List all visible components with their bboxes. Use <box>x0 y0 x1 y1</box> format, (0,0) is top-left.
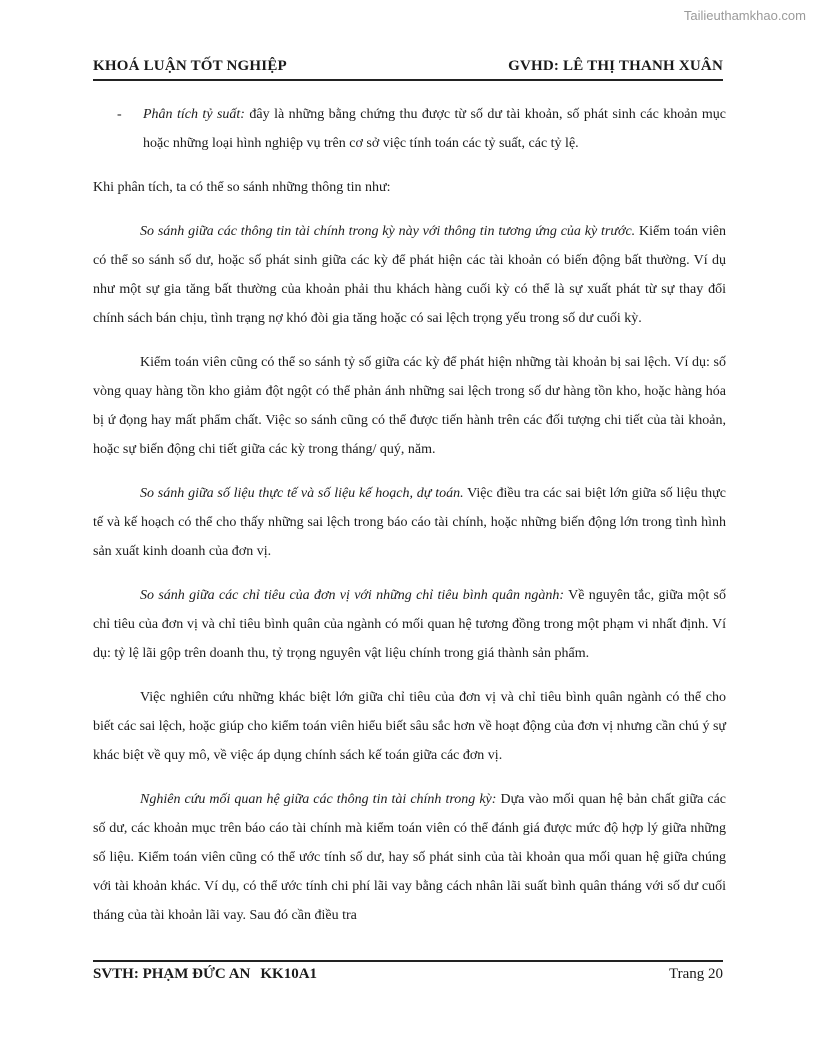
paragraph-3-body: Việc điều tra các sai biệt lớn giữa số liệu thực tế và kế hoạch có thể cho thấy những sai lệch trong báo cáo tài chính, hoặc những biến động lớn trong tình hình sản xuất kinh doanh của đơn vị. <box>93 486 726 559</box>
paragraph-6-lead: Nghiên cứu mối quan hệ giữa các thông tin tài chính trong kỳ: <box>140 792 497 807</box>
bullet-body: đây là những bằng chứng thu được từ số dư tài khoản, số phát sinh các khoản mục hoặc những loại hình nghiệp vụ trên cơ sở việc tính toán các tỷ suất, các tỷ lệ. <box>143 107 726 151</box>
paragraph-1-lead: So sánh giữa các thông tin tài chính trong kỳ này với thông tin tương ứng của kỳ trước. <box>140 224 636 239</box>
footer-student-name: SVTH: PHẠM ĐỨC AN <box>93 966 251 982</box>
page-header <box>93 58 723 81</box>
bullet-lead: Phân tích tỷ suất: <box>143 107 245 122</box>
page-footer <box>93 960 723 983</box>
paragraph-6 <box>93 785 726 930</box>
footer-class: KK10A1 <box>260 966 318 982</box>
watermark: Tailieuthamkhao.com <box>683 8 806 23</box>
intro-paragraph: Khi phân tích, ta có thể so sánh những thông tin như: <box>93 180 391 195</box>
paragraph-6-body: Dựa vào mối quan hệ bản chất giữa các số dư, các khoản mục trên báo cáo tài chính mà kiểm toán viên có thể đánh giá được mức độ hợp lý giữa những số liệu. Kiểm toán viên cũng có thể ước tính số dư, hay số phát sinh của tài khoản qua mối quan hệ giữa chúng với tài khoản khác. Ví dụ, có thể ước tính chi phí lãi vay bằng cách nhân lãi suất bình quân tháng với số dư cuối tháng của tài khoản lãi vay. Sau đó cần điều tra <box>93 792 726 923</box>
paragraph-4-lead: So sánh giữa các chỉ tiêu của đơn vị với những chỉ tiêu bình quân ngành: <box>140 588 565 603</box>
paragraph-3-lead: So sánh giữa số liệu thực tế và số liệu kế hoạch, dự toán. <box>140 486 464 501</box>
paragraph-1 <box>93 217 726 333</box>
header-title: KHOÁ LUẬN TỐT NGHIỆP <box>93 58 287 74</box>
paragraph-1-body: Kiểm toán viên có thể so sánh số dư, hoặc số phát sinh giữa các kỳ để phát hiện các tài khoản có biến động bất thường. Ví dụ như một sự gia tăng bất thường của khoản phải thu khách hàng cuối kỳ có thể là sự xuất phát từ sự thay đổi chính sách bán chịu, tình trạng nợ khó đòi gia tăng hoặc có sai lệch trọng yếu trong số dư cuối kỳ. <box>93 224 726 326</box>
paragraph-4 <box>93 581 726 668</box>
bullet-text <box>143 100 726 158</box>
paragraph-3 <box>93 479 726 566</box>
page-number: Trang 20 <box>668 966 723 982</box>
footer-student <box>93 966 317 983</box>
document-body <box>93 100 726 945</box>
bullet-item <box>93 100 726 158</box>
bullet-dash: - <box>117 107 122 122</box>
paragraph-4-body: Về nguyên tắc, giữa một số chỉ tiêu của đơn vị và chỉ tiêu bình quân của ngành có mối quan hệ tương đồng trong một phạm vi nhất định. Ví dụ: tỷ lệ lãi gộp trên doanh thu, tỷ trọng nguyên vật liệu chính trong giá thành sản phẩm. <box>93 588 726 661</box>
header-advisor: GVHD: LÊ THỊ THANH XUÂN <box>508 58 723 74</box>
paragraph-5: Việc nghiên cứu những khác biệt lớn giữa chỉ tiêu của đơn vị và chỉ tiêu bình quân ngành có thể cho biết các sai lệch, hoặc giúp cho kiểm toán viên hiểu biết sâu sắc hơn về hoạt động của đơn vị nhưng cần chú ý sự khác biệt về quy mô, về việc áp dụng chính sách kế toán giữa các đơn vị. <box>93 690 726 763</box>
paragraph-2: Kiểm toán viên cũng có thể so sánh tỷ số giữa các kỳ để phát hiện những tài khoản bị sai lệch. Ví dụ: số vòng quay hàng tồn kho giảm đột ngột có thể phản ánh những sai lệch trong số dư hàng tồn kho, hoặc hàng hóa bị ứ đọng hay mất phẩm chất. Việc so sánh cũng có thể được tiến hành trên các đối tượng chi tiết của tài khoản, hoặc sự biến động chi tiết giữa các kỳ trong tháng/ quý, năm. <box>93 355 726 457</box>
